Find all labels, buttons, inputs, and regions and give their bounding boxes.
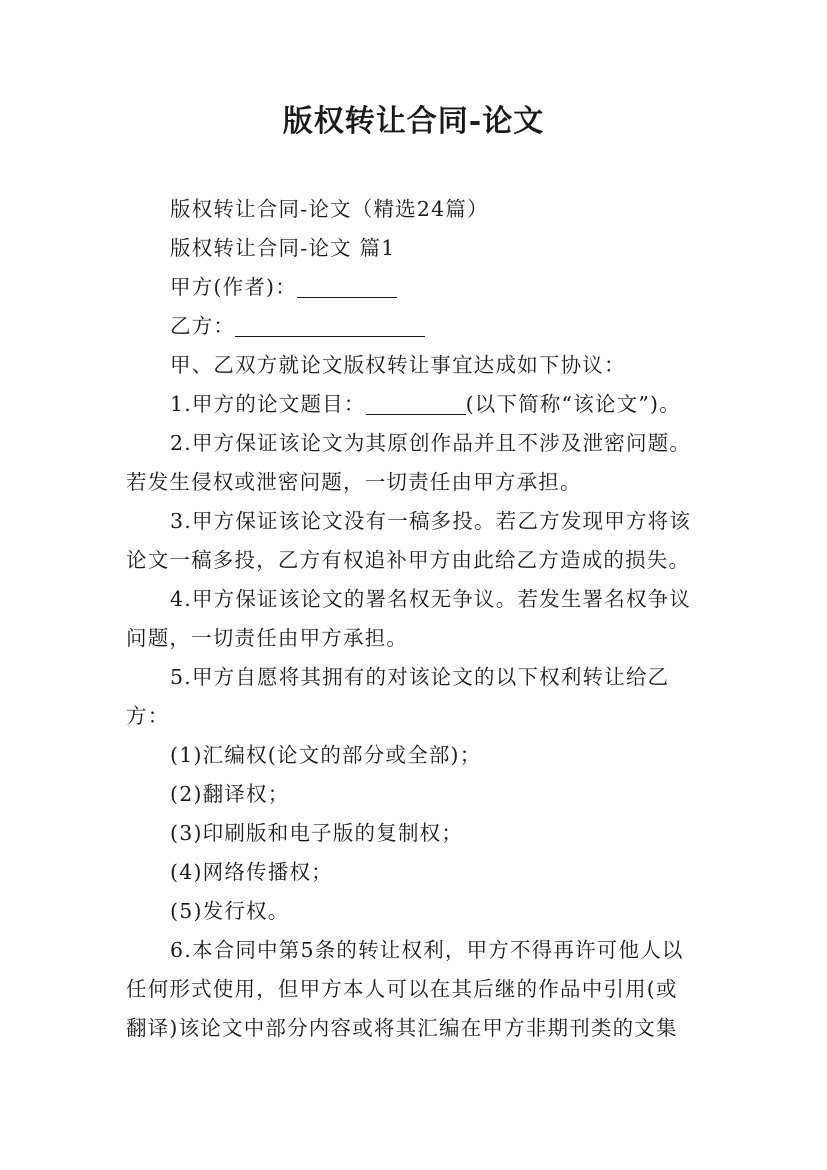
clause-5-line-2: 方： <box>126 704 170 728</box>
clause-4-line-1: 4.甲方保证该论文的署名权无争议。若发生署名权争议 <box>170 587 692 611</box>
clause-5-line-1: 5.甲方自愿将其拥有的对该论文的以下权利转让给乙 <box>170 665 670 689</box>
right-item: (3)印刷版和电子版的复制权； <box>170 821 464 845</box>
right-item: (1)汇编权(论文的部分或全部)； <box>170 743 482 767</box>
right-item: (5)发行权。 <box>170 899 290 923</box>
clause-2-line-2: 若发生侵权或泄密问题，一切责任由甲方承担。 <box>126 470 582 494</box>
clause-4-line-2: 问题，一切责任由甲方承担。 <box>126 626 409 650</box>
document-body <box>126 190 716 1048</box>
party-a-line <box>126 268 716 307</box>
subtitle: 版权转让合同-论文（精选24篇） <box>170 197 489 221</box>
clause-3-line-2: 论文一稿多投，乙方有权追补甲方由此给乙方造成的损失。 <box>126 548 691 572</box>
party-b-label: 乙方： <box>170 314 236 338</box>
section-heading: 版权转让合同-论文 篇1 <box>170 236 396 260</box>
clause-6-line-3: 翻译)该论文中部分内容或将其汇编在甲方非期刊类的文集 <box>126 1016 678 1040</box>
right-item: (4)网络传播权； <box>170 860 333 884</box>
right-item: (2)翻译权； <box>170 782 290 806</box>
party-a-label: 甲方(作者)： <box>170 275 297 299</box>
clause-3-line-1: 3.甲方保证该论文没有一稿多投。若乙方发现甲方将该 <box>170 509 692 533</box>
clause-1-suffix: (以下简称“该论文”)。 <box>465 392 681 416</box>
intro-paragraph: 甲、乙双方就论文版权转让事宜达成如下协议： <box>170 353 626 377</box>
clause-6-line-1: 6.本合同中第5条的转让权利，甲方不得再许可他人以 <box>170 938 684 962</box>
clause-1 <box>126 385 716 424</box>
party-b-blank <box>235 314 425 337</box>
clause-2-line-1: 2.甲方保证该论文为其原创作品并且不涉及泄密问题。 <box>170 431 692 455</box>
thesis-title-blank <box>366 392 466 415</box>
clause-1-prefix: 1.甲方的论文题目： <box>170 392 366 416</box>
document-title: 版权转让合同-论文 <box>282 104 545 139</box>
clause-6-line-2: 任何形式使用，但甲方本人可以在其后继的作品中引用(或 <box>126 977 678 1001</box>
party-a-blank <box>297 275 397 298</box>
party-b-line <box>126 307 716 346</box>
